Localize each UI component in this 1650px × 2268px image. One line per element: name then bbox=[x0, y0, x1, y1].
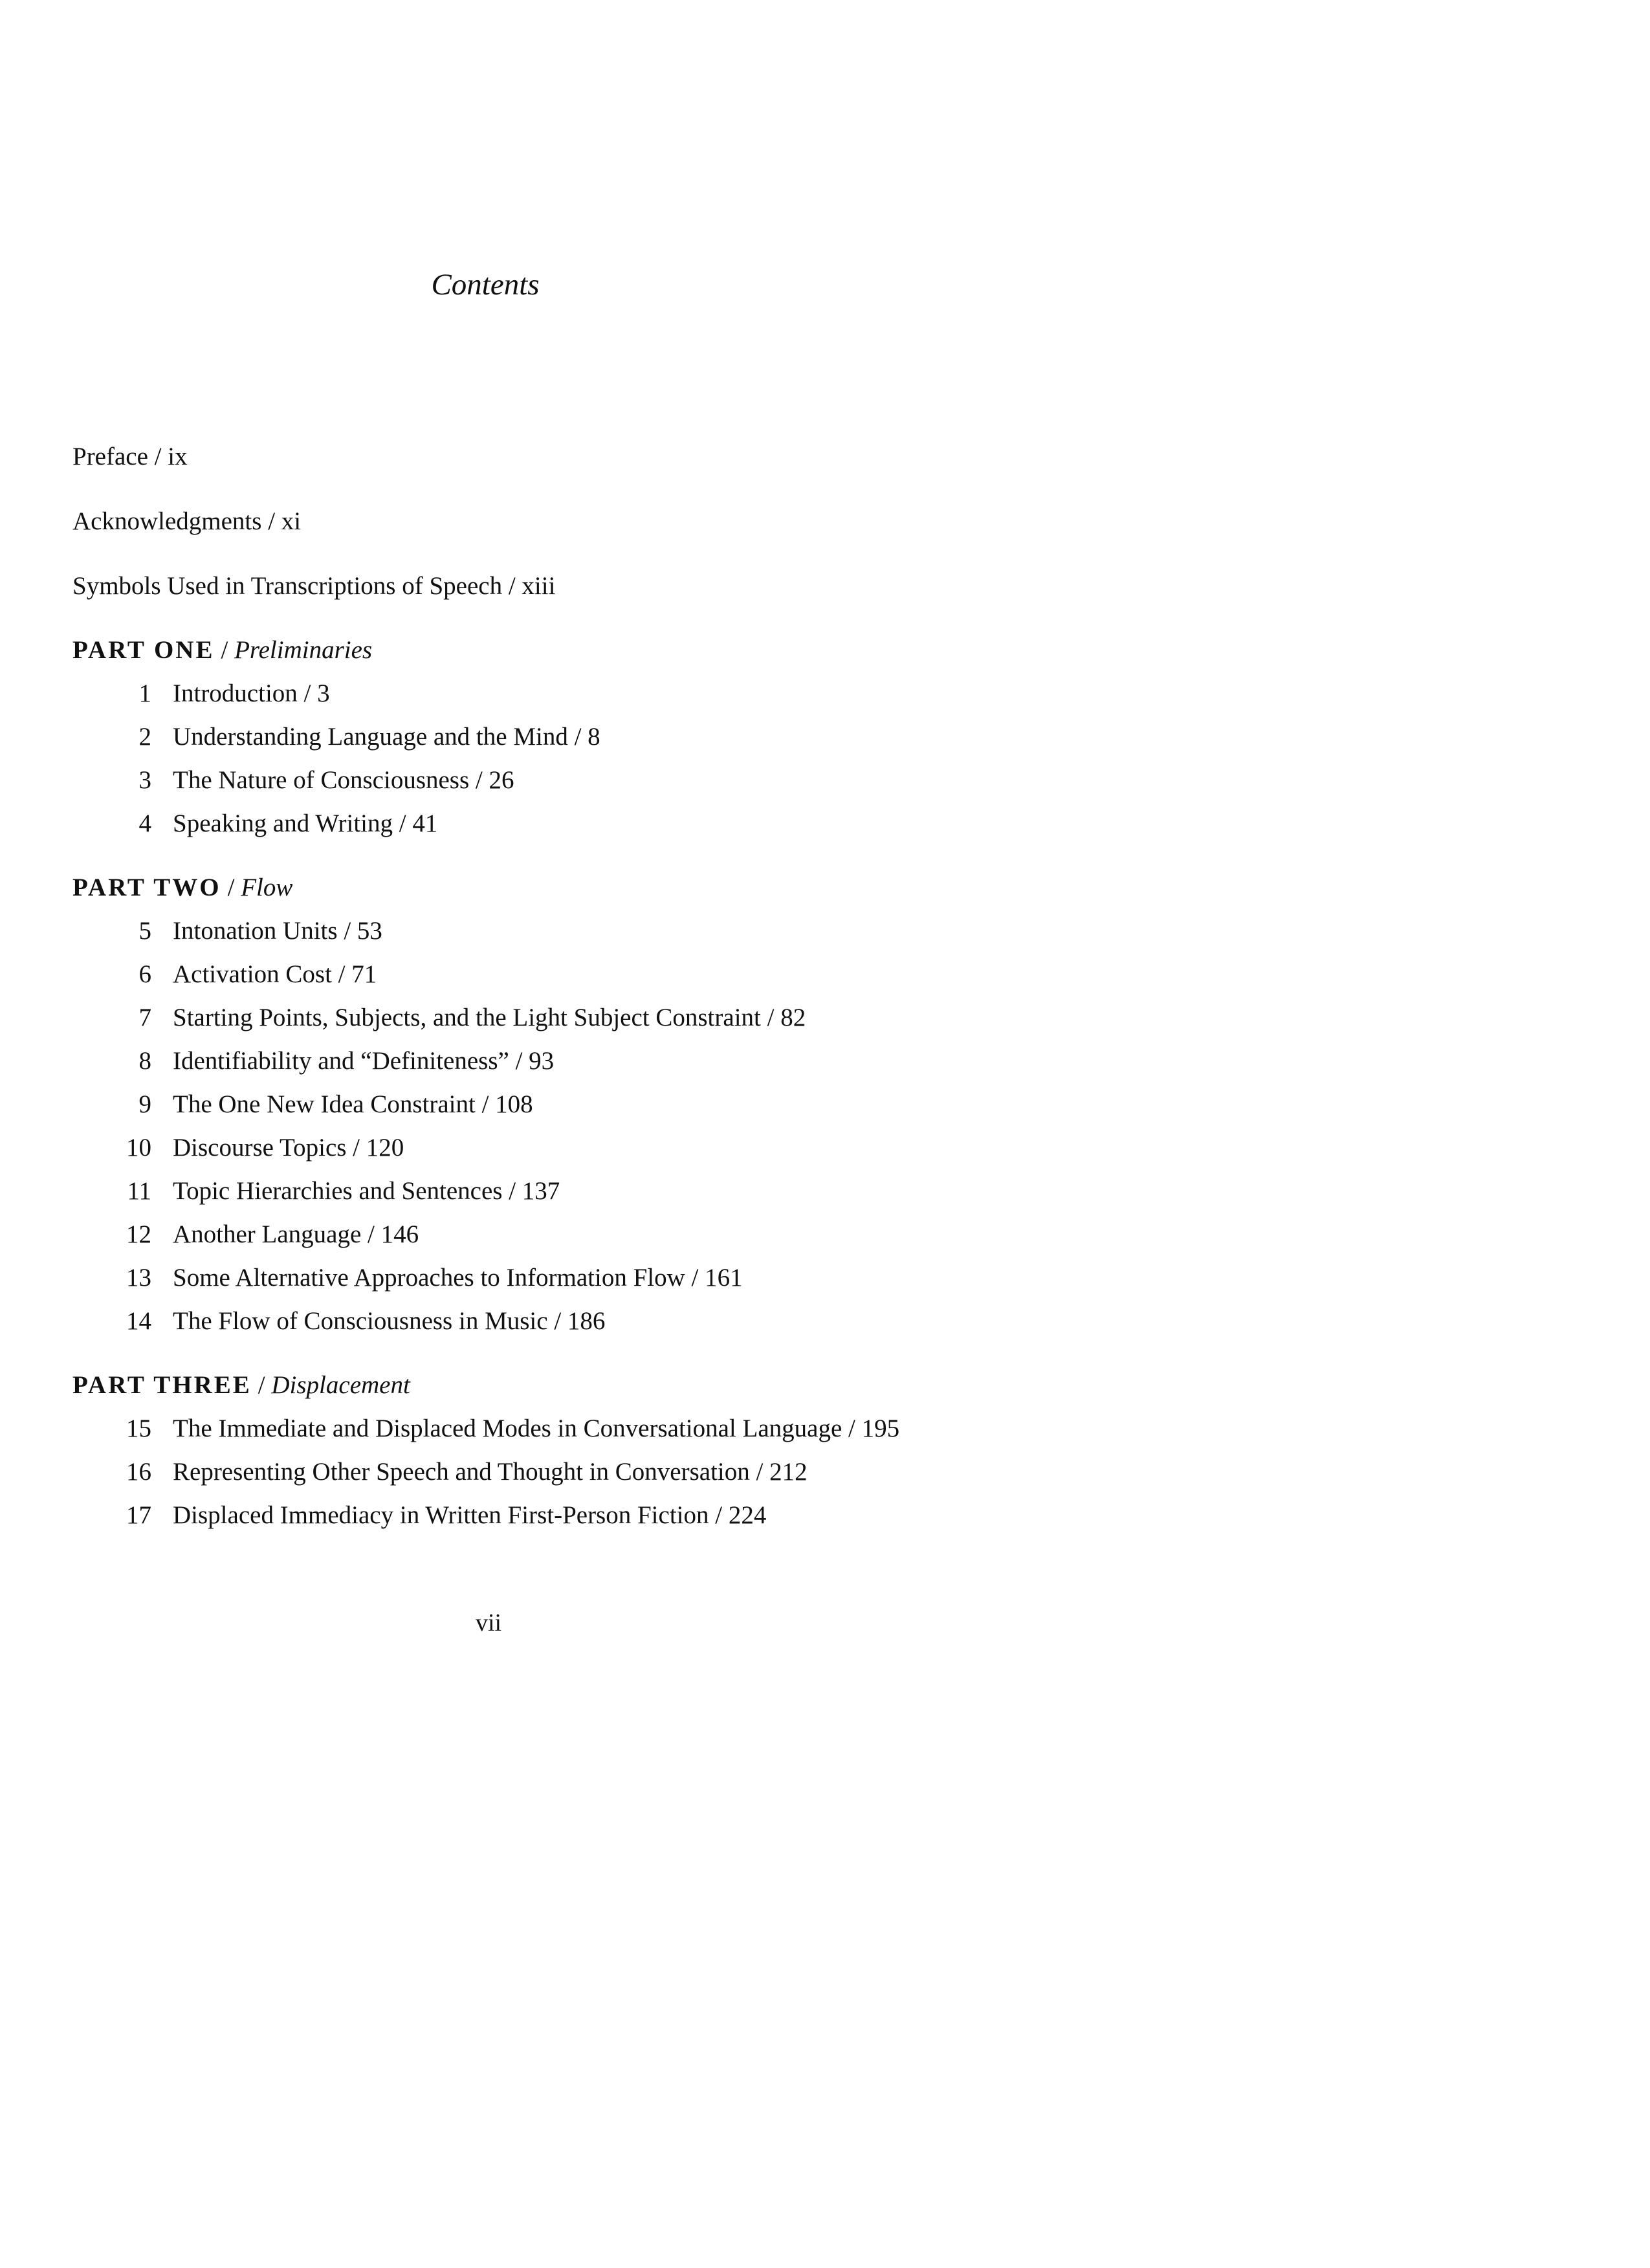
part-separator: / bbox=[258, 1371, 265, 1399]
chapter-number: 13 bbox=[126, 1264, 151, 1292]
toc-part bbox=[72, 629, 1496, 845]
toc-chapter[interactable] bbox=[72, 1213, 1496, 1256]
toc-chapter[interactable] bbox=[72, 1039, 1496, 1083]
toc-chapter[interactable] bbox=[72, 909, 1496, 952]
toc-chapter[interactable] bbox=[72, 996, 1496, 1039]
part-name: Displacement bbox=[271, 1371, 410, 1399]
toc-chapter[interactable] bbox=[72, 672, 1496, 715]
toc-chapter[interactable] bbox=[72, 1083, 1496, 1126]
toc-chapter[interactable] bbox=[72, 1169, 1496, 1213]
part-name: Preliminaries bbox=[234, 636, 373, 664]
chapter-title: Discourse Topics / 120 bbox=[173, 1134, 404, 1162]
chapter-number: 3 bbox=[138, 766, 151, 794]
chapter-title: Some Alternative Approaches to Information Flow / 161 bbox=[173, 1264, 743, 1292]
toc-chapter[interactable] bbox=[72, 1493, 1496, 1537]
part-heading[interactable] bbox=[72, 629, 1496, 672]
chapter-title: Starting Points, Subjects, and the Light Subject Constraint / 82 bbox=[173, 1004, 806, 1031]
toc-chapter[interactable] bbox=[72, 1299, 1496, 1343]
toc-chapter[interactable] bbox=[72, 1450, 1496, 1493]
toc-chapter[interactable] bbox=[72, 802, 1496, 845]
toc-front-item[interactable]: Symbols Used in Transcriptions of Speech / xiii bbox=[72, 572, 556, 600]
chapter-number: 14 bbox=[126, 1307, 151, 1335]
toc-part bbox=[72, 1364, 1496, 1537]
part-separator: / bbox=[221, 636, 228, 664]
chapter-number: 8 bbox=[138, 1047, 151, 1075]
chapter-title: Understanding Language and the Mind / 8 bbox=[173, 723, 600, 751]
chapter-title: The Flow of Consciousness in Music / 186 bbox=[173, 1307, 606, 1335]
part-label: PART TWO bbox=[72, 874, 221, 901]
part-label: PART ONE bbox=[72, 636, 215, 664]
chapter-title: Intonation Units / 53 bbox=[173, 917, 382, 945]
chapter-number: 17 bbox=[126, 1501, 151, 1529]
chapter-number: 11 bbox=[127, 1177, 151, 1205]
chapter-number: 7 bbox=[138, 1004, 151, 1031]
toc-chapter[interactable] bbox=[72, 1126, 1496, 1169]
chapter-title: Identifiability and “Definiteness” / 93 bbox=[173, 1047, 555, 1075]
toc-chapter[interactable] bbox=[72, 715, 1496, 758]
chapter-title: Displaced Immediacy in Written First-Person Fiction / 224 bbox=[173, 1501, 767, 1529]
chapter-title: Topic Hierarchies and Sentences / 137 bbox=[173, 1177, 560, 1205]
part-name: Flow bbox=[241, 874, 293, 901]
chapter-number: 9 bbox=[138, 1090, 151, 1118]
toc-chapter[interactable] bbox=[72, 1407, 1496, 1450]
chapter-number: 16 bbox=[126, 1458, 151, 1486]
chapter-number: 2 bbox=[138, 723, 151, 751]
chapter-number: 10 bbox=[126, 1134, 151, 1162]
toc-chapter[interactable] bbox=[72, 952, 1496, 996]
chapter-title: Speaking and Writing / 41 bbox=[173, 809, 438, 837]
chapter-number: 6 bbox=[138, 960, 151, 988]
chapter-number: 1 bbox=[138, 679, 151, 707]
part-heading[interactable] bbox=[72, 1364, 1496, 1407]
chapter-number: 5 bbox=[138, 917, 151, 945]
part-separator: / bbox=[227, 874, 235, 901]
part-label: PART THREE bbox=[72, 1371, 252, 1399]
table-of-contents bbox=[72, 435, 1496, 1558]
toc-part bbox=[72, 866, 1496, 1343]
chapter-number: 15 bbox=[126, 1415, 151, 1442]
toc-chapter[interactable] bbox=[72, 758, 1496, 802]
chapter-number: 12 bbox=[126, 1220, 151, 1248]
page-title: Contents bbox=[431, 268, 540, 302]
toc-front-item[interactable]: Acknowledgments / xi bbox=[72, 507, 302, 535]
chapter-title: Representing Other Speech and Thought in Conversation / 212 bbox=[173, 1458, 808, 1486]
chapter-title: The One New Idea Constraint / 108 bbox=[173, 1090, 533, 1118]
chapter-title: Activation Cost / 71 bbox=[173, 960, 377, 988]
chapter-title: The Nature of Consciousness / 26 bbox=[173, 766, 514, 794]
toc-chapter[interactable] bbox=[72, 1256, 1496, 1299]
chapter-title: Another Language / 146 bbox=[173, 1220, 419, 1248]
chapter-title: The Immediate and Displaced Modes in Conversational Language / 195 bbox=[173, 1415, 900, 1442]
chapter-number: 4 bbox=[138, 809, 151, 837]
part-heading[interactable] bbox=[72, 866, 1496, 909]
toc-front-item[interactable]: Preface / ix bbox=[72, 443, 188, 470]
page-number: vii bbox=[475, 1609, 502, 1636]
chapter-title: Introduction / 3 bbox=[173, 679, 330, 707]
